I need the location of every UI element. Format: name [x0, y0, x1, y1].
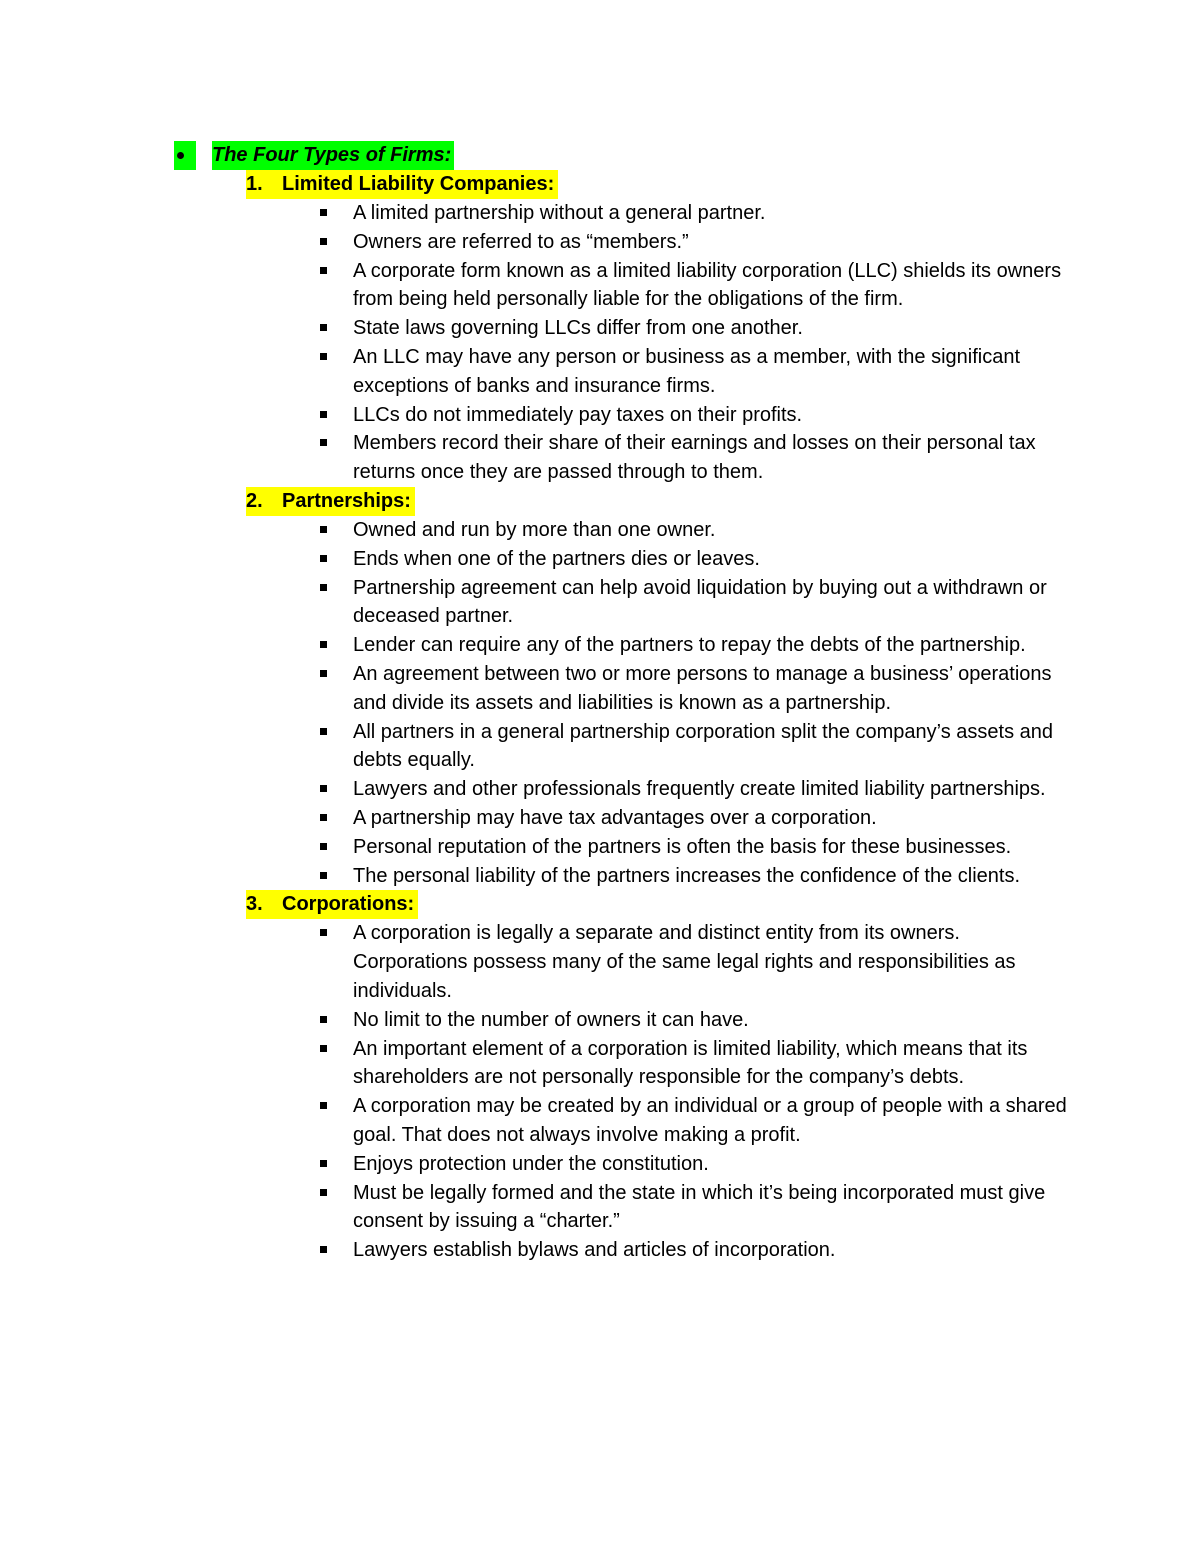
square-bullet-icon: [320, 1016, 327, 1023]
list-item: [316, 718, 1073, 776]
list-item: [316, 1150, 1073, 1179]
list-item-text: A partnership may have tax advantages over a corporation.: [353, 806, 877, 829]
square-bullet-icon: [320, 1102, 327, 1109]
bullet-list: [316, 919, 1074, 1265]
list-item: [316, 804, 1073, 833]
list-item-text: An important element of a corporation is limited liability, which means that its shareholders are not personally responsible for the company’s debts.: [353, 1037, 1028, 1089]
list-item: [316, 631, 1073, 660]
square-bullet-icon: [320, 641, 327, 648]
list-item: [316, 862, 1073, 891]
square-bullet-icon: [320, 1160, 327, 1167]
square-bullet-icon: [320, 843, 327, 850]
list-item: [316, 833, 1073, 862]
list-item: [316, 1035, 1073, 1093]
list-item-text: Must be legally formed and the state in which it’s being incorporated must give consent by issuing a “charter.”: [353, 1181, 1046, 1233]
list-item: [316, 228, 1073, 257]
document-content: [174, 141, 1074, 1265]
square-bullet-icon: [320, 411, 327, 418]
section-heading: [246, 170, 1074, 199]
list-item-text: The personal liability of the partners increases the confidence of the clients.: [353, 864, 1021, 887]
bullet-icon: [174, 141, 196, 170]
square-bullet-icon: [320, 929, 327, 936]
square-bullet-icon: [320, 785, 327, 792]
section-heading-highlight: [246, 170, 558, 199]
list-item-text: Owners are referred to as “members.”: [353, 230, 689, 253]
list-item: [316, 429, 1073, 487]
section-heading-text: Limited Liability Companies:: [282, 173, 555, 195]
list-item-text: Owned and run by more than one owner.: [353, 518, 716, 541]
square-bullet-icon: [320, 584, 327, 591]
list-item-text: State laws governing LLCs differ from one another.: [353, 317, 803, 340]
list-item-text: Members record their share of their earnings and losses on their personal tax returns once they are passed through to them.: [353, 432, 1036, 484]
list-item: [316, 660, 1073, 718]
list-item: [316, 1092, 1073, 1150]
square-bullet-icon: [320, 814, 327, 821]
list-item-text: A corporation may be created by an individual or a group of people with a shared goal. That does not always involve making a profit.: [353, 1095, 1067, 1146]
list-item: [316, 401, 1073, 430]
section-heading: [246, 487, 1074, 516]
list-item: [316, 257, 1073, 315]
square-bullet-icon: [320, 670, 327, 677]
square-bullet-icon: [320, 209, 327, 216]
square-bullet-icon: [320, 526, 327, 533]
square-bullet-icon: [320, 238, 327, 245]
square-bullet-icon: [320, 1045, 327, 1052]
list-item: [316, 919, 1073, 1005]
square-bullet-icon: [320, 439, 327, 446]
list-item-text: Enjoys protection under the constitution.: [353, 1152, 709, 1175]
square-bullet-icon: [320, 872, 327, 879]
square-bullet-icon: [320, 267, 327, 274]
list-item: [316, 574, 1073, 632]
section-number: 1.: [246, 173, 263, 195]
square-bullet-icon: [320, 1246, 327, 1253]
document-title-row: [174, 141, 1074, 170]
list-item: [316, 1236, 1073, 1265]
list-item-text: LLCs do not immediately pay taxes on their profits.: [353, 403, 803, 426]
section: [246, 890, 1074, 1265]
list-item: [316, 545, 1073, 574]
bullet-list: [316, 516, 1074, 890]
list-item-text: Ends when one of the partners dies or leaves.: [353, 547, 760, 570]
square-bullet-icon: [320, 728, 327, 735]
list-item: [316, 775, 1073, 804]
list-item-text: Lawyers and other professionals frequently create limited liability partnerships.: [353, 778, 1046, 801]
list-item-text: A corporation is legally a separate and distinct entity from its owners. Corporations possess many of the same legal rights and responsibilities as individuals.: [353, 922, 1016, 1002]
list-item-text: Lawyers establish bylaws and articles of incorporation.: [353, 1239, 836, 1262]
list-item-text: All partners in a general partnership corporation split the company’s assets and debts equally.: [353, 720, 1054, 772]
list-item-text: Lender can require any of the partners to repay the debts of the partnership.: [353, 634, 1026, 657]
square-bullet-icon: [320, 1189, 327, 1196]
list-item: [316, 199, 1073, 228]
list-item-text: An agreement between two or more persons to manage a business’ operations and divide its assets and liabilities is known as a partnership.: [353, 662, 1052, 714]
bullet-list: [316, 199, 1074, 487]
document-title: The Four Types of Firms:: [212, 141, 454, 170]
list-item: [316, 1006, 1073, 1035]
section-heading-text: Corporations:: [282, 893, 415, 916]
list-item: [316, 516, 1073, 545]
list-item-text: A corporate form known as a limited liability corporation (LLC) shields its owners from being held personally liable for the obligations of the firm.: [353, 259, 1062, 311]
section-heading-highlight: [246, 487, 415, 516]
section-heading-text: Partnerships:: [282, 489, 411, 512]
list-item-text: Partnership agreement can help avoid liquidation by buying out a withdrawn or deceased partner.: [353, 576, 1047, 628]
square-bullet-icon: [320, 324, 327, 331]
section-heading: [246, 890, 1074, 919]
section: [246, 487, 1074, 890]
list-item-text: An LLC may have any person or business as a member, with the significant exceptions of banks and insurance firms.: [353, 345, 1021, 397]
section-number: 3.: [246, 893, 263, 916]
section: [246, 170, 1074, 487]
square-bullet-icon: [320, 555, 327, 562]
section-number: 2.: [246, 489, 263, 512]
list-item-text: No limit to the number of owners it can have.: [353, 1008, 749, 1031]
list-item-text: A limited partnership without a general partner.: [353, 202, 766, 224]
list-item: [316, 314, 1073, 343]
sections-container: [174, 170, 1074, 1265]
section-heading-highlight: [246, 890, 418, 919]
list-item: [316, 1179, 1073, 1237]
list-item-text: Personal reputation of the partners is often the basis for these businesses.: [353, 835, 1012, 858]
list-item: [316, 343, 1073, 401]
square-bullet-icon: [320, 353, 327, 360]
